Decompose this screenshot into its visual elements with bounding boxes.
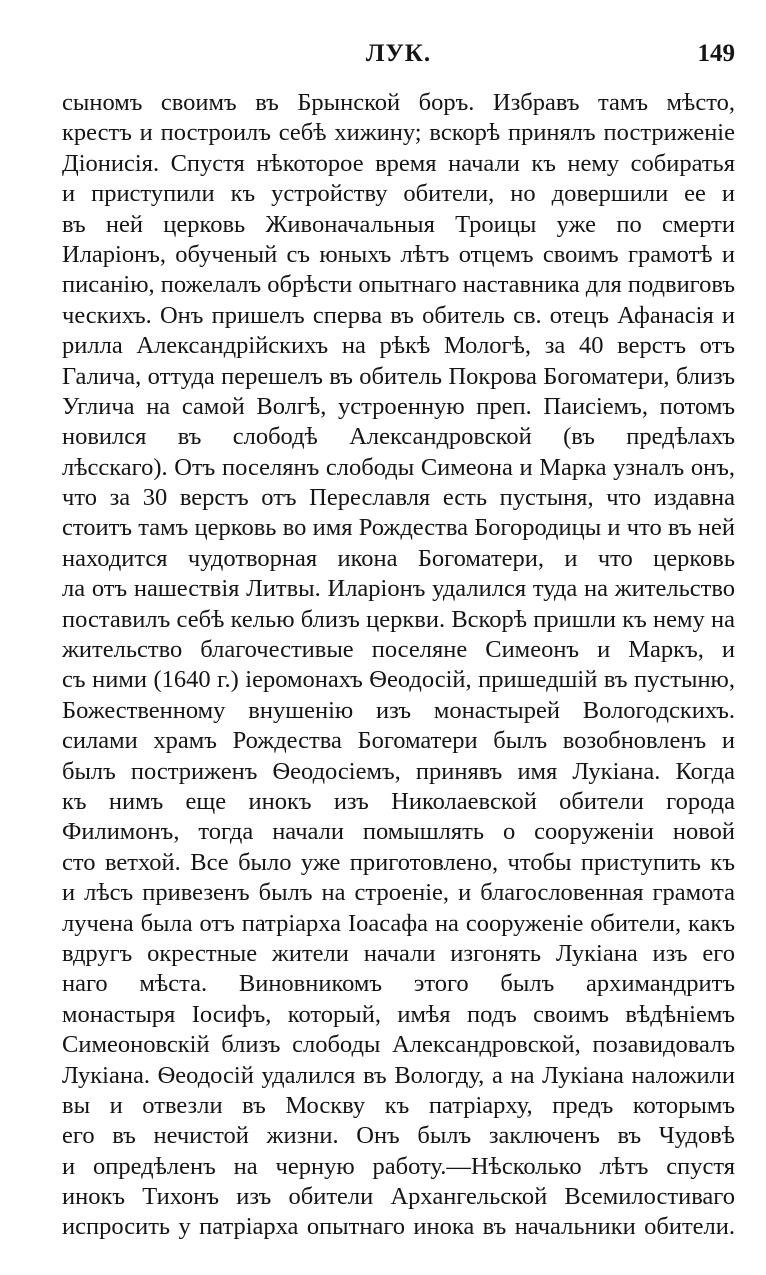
text-line: Симеоновскій близъ слободы Александровской, позавидовалъ — [62, 1031, 735, 1059]
text-line: инокъ Тихонъ изъ обители Архангельской Всемилостиваго — [62, 1183, 735, 1211]
text-line: стоитъ тамъ церковь во имя Рождества Богородицы и что въ ней — [62, 514, 735, 542]
text-line: лѣсскаго). Отъ поселянъ слободы Симеона и Марка узналъ онъ, — [62, 453, 735, 481]
text-line: крестъ и построилъ себѣ хижину; вскорѣ принялъ постриженіе — [62, 119, 735, 147]
text-line: что за 30 верстъ отъ Переславля есть пустыня, что издавна — [62, 484, 735, 512]
text-line: его въ нечистой жизни. Онъ былъ заключенъ въ Чудовѣ — [62, 1122, 735, 1150]
text-line: поставилъ себѣ келью близъ церкви. Вскорѣ пришли къ нему на — [62, 605, 735, 633]
text-line: вдругъ окрестные жители начали изгонять Лукіана изъ его — [62, 939, 735, 967]
text-line: находится чудотворная икона Богоматери, и что церковь — [62, 544, 735, 572]
text-line: испросить у патріарха опытнаго инока въ начальники обители. — [62, 1213, 735, 1241]
text-line: монастыря Іосифъ, который, имѣя подъ своимъ вѣдѣніемъ — [62, 1000, 735, 1028]
text-line: Углича на самой Волгѣ, устроенную преп. Паисіемъ, потомъ — [62, 392, 735, 420]
text-line: писанію, пожелалъ обрѣсти опытнаго наставника для подвиговъ — [62, 271, 735, 299]
text-line: Лукіана. Ѳеодосій удалился въ Вологду, а на Лукіана наложили — [62, 1061, 735, 1089]
text-line: наго мѣста. Виновникомъ этого былъ архимандритъ — [62, 970, 735, 998]
body-text — [62, 88, 735, 1243]
text-line: Филимонъ, тогда начали помышлять о сооруженіи новой — [62, 818, 735, 846]
text-line: Божественному внушенію изъ монастырей Вологодскихъ. — [62, 696, 735, 724]
text-line: ческихъ. Онъ пришелъ сперва въ обитель св. отецъ Афанасія и — [62, 301, 735, 329]
text-line: въ ней церковь Живоначальныя Троицы уже по смерти — [62, 210, 735, 238]
text-line: къ нимъ еще инокъ изъ Николаевской обители города — [62, 787, 735, 815]
text-line: вы и отвезли въ Москву къ патріарху, предъ которымъ — [62, 1091, 735, 1119]
text-line: и приступили къ устройству обители, но довершили ее и — [62, 180, 735, 208]
text-line: новился въ слободѣ Александровской (въ предѣлахъ — [62, 423, 735, 451]
text-line: сыномъ своимъ въ Брынской боръ. Избравъ тамъ мѣсто, — [62, 89, 735, 116]
text-line: съ ними (1640 г.) іеромонахъ Ѳеодосій, пришедшій въ пустыню, — [62, 666, 735, 694]
text-line: лучена была отъ патріарха Іоасафа на сооруженіе обители, какъ — [62, 909, 735, 937]
text-line: рилла Александрійскихъ на рѣкѣ Мологѣ, за 40 верстъ отъ — [62, 332, 735, 360]
text-line: Діонисія. Спустя нѣкоторое время начали къ нему собиратья — [62, 149, 735, 177]
text-line: Иларіонъ, обученый съ юныхъ лѣтъ отцемъ своимъ грамотѣ и — [62, 240, 735, 268]
text-line: Галича, оттуда перешелъ въ обитель Покрова Богоматери, близъ — [62, 362, 735, 390]
text-line: сто ветхой. Все было уже приготовлено, чтобы приступить къ — [62, 848, 735, 876]
text-line: и лѣсъ привезенъ былъ на строеніе, и благословенная грамота — [62, 879, 735, 907]
page-number: 149 — [697, 40, 735, 67]
page-header — [62, 40, 735, 74]
text-line: и опредѣленъ на черную работу.—Нѣсколько лѣтъ спустя — [62, 1152, 735, 1180]
text-line: жительство благочестивые поселяне Симеонъ и Маркъ, и — [62, 636, 735, 664]
running-title: ЛУК. — [365, 40, 432, 67]
text-line: былъ постриженъ Ѳеодосіемъ, принявъ имя Лукіана. Когда — [62, 757, 735, 785]
text-line: ла отъ нашествія Литвы. Иларіонъ удалился туда на жительство — [62, 575, 735, 603]
text-line: силами храмъ Рождества Богоматери былъ возобновленъ и — [62, 727, 735, 755]
